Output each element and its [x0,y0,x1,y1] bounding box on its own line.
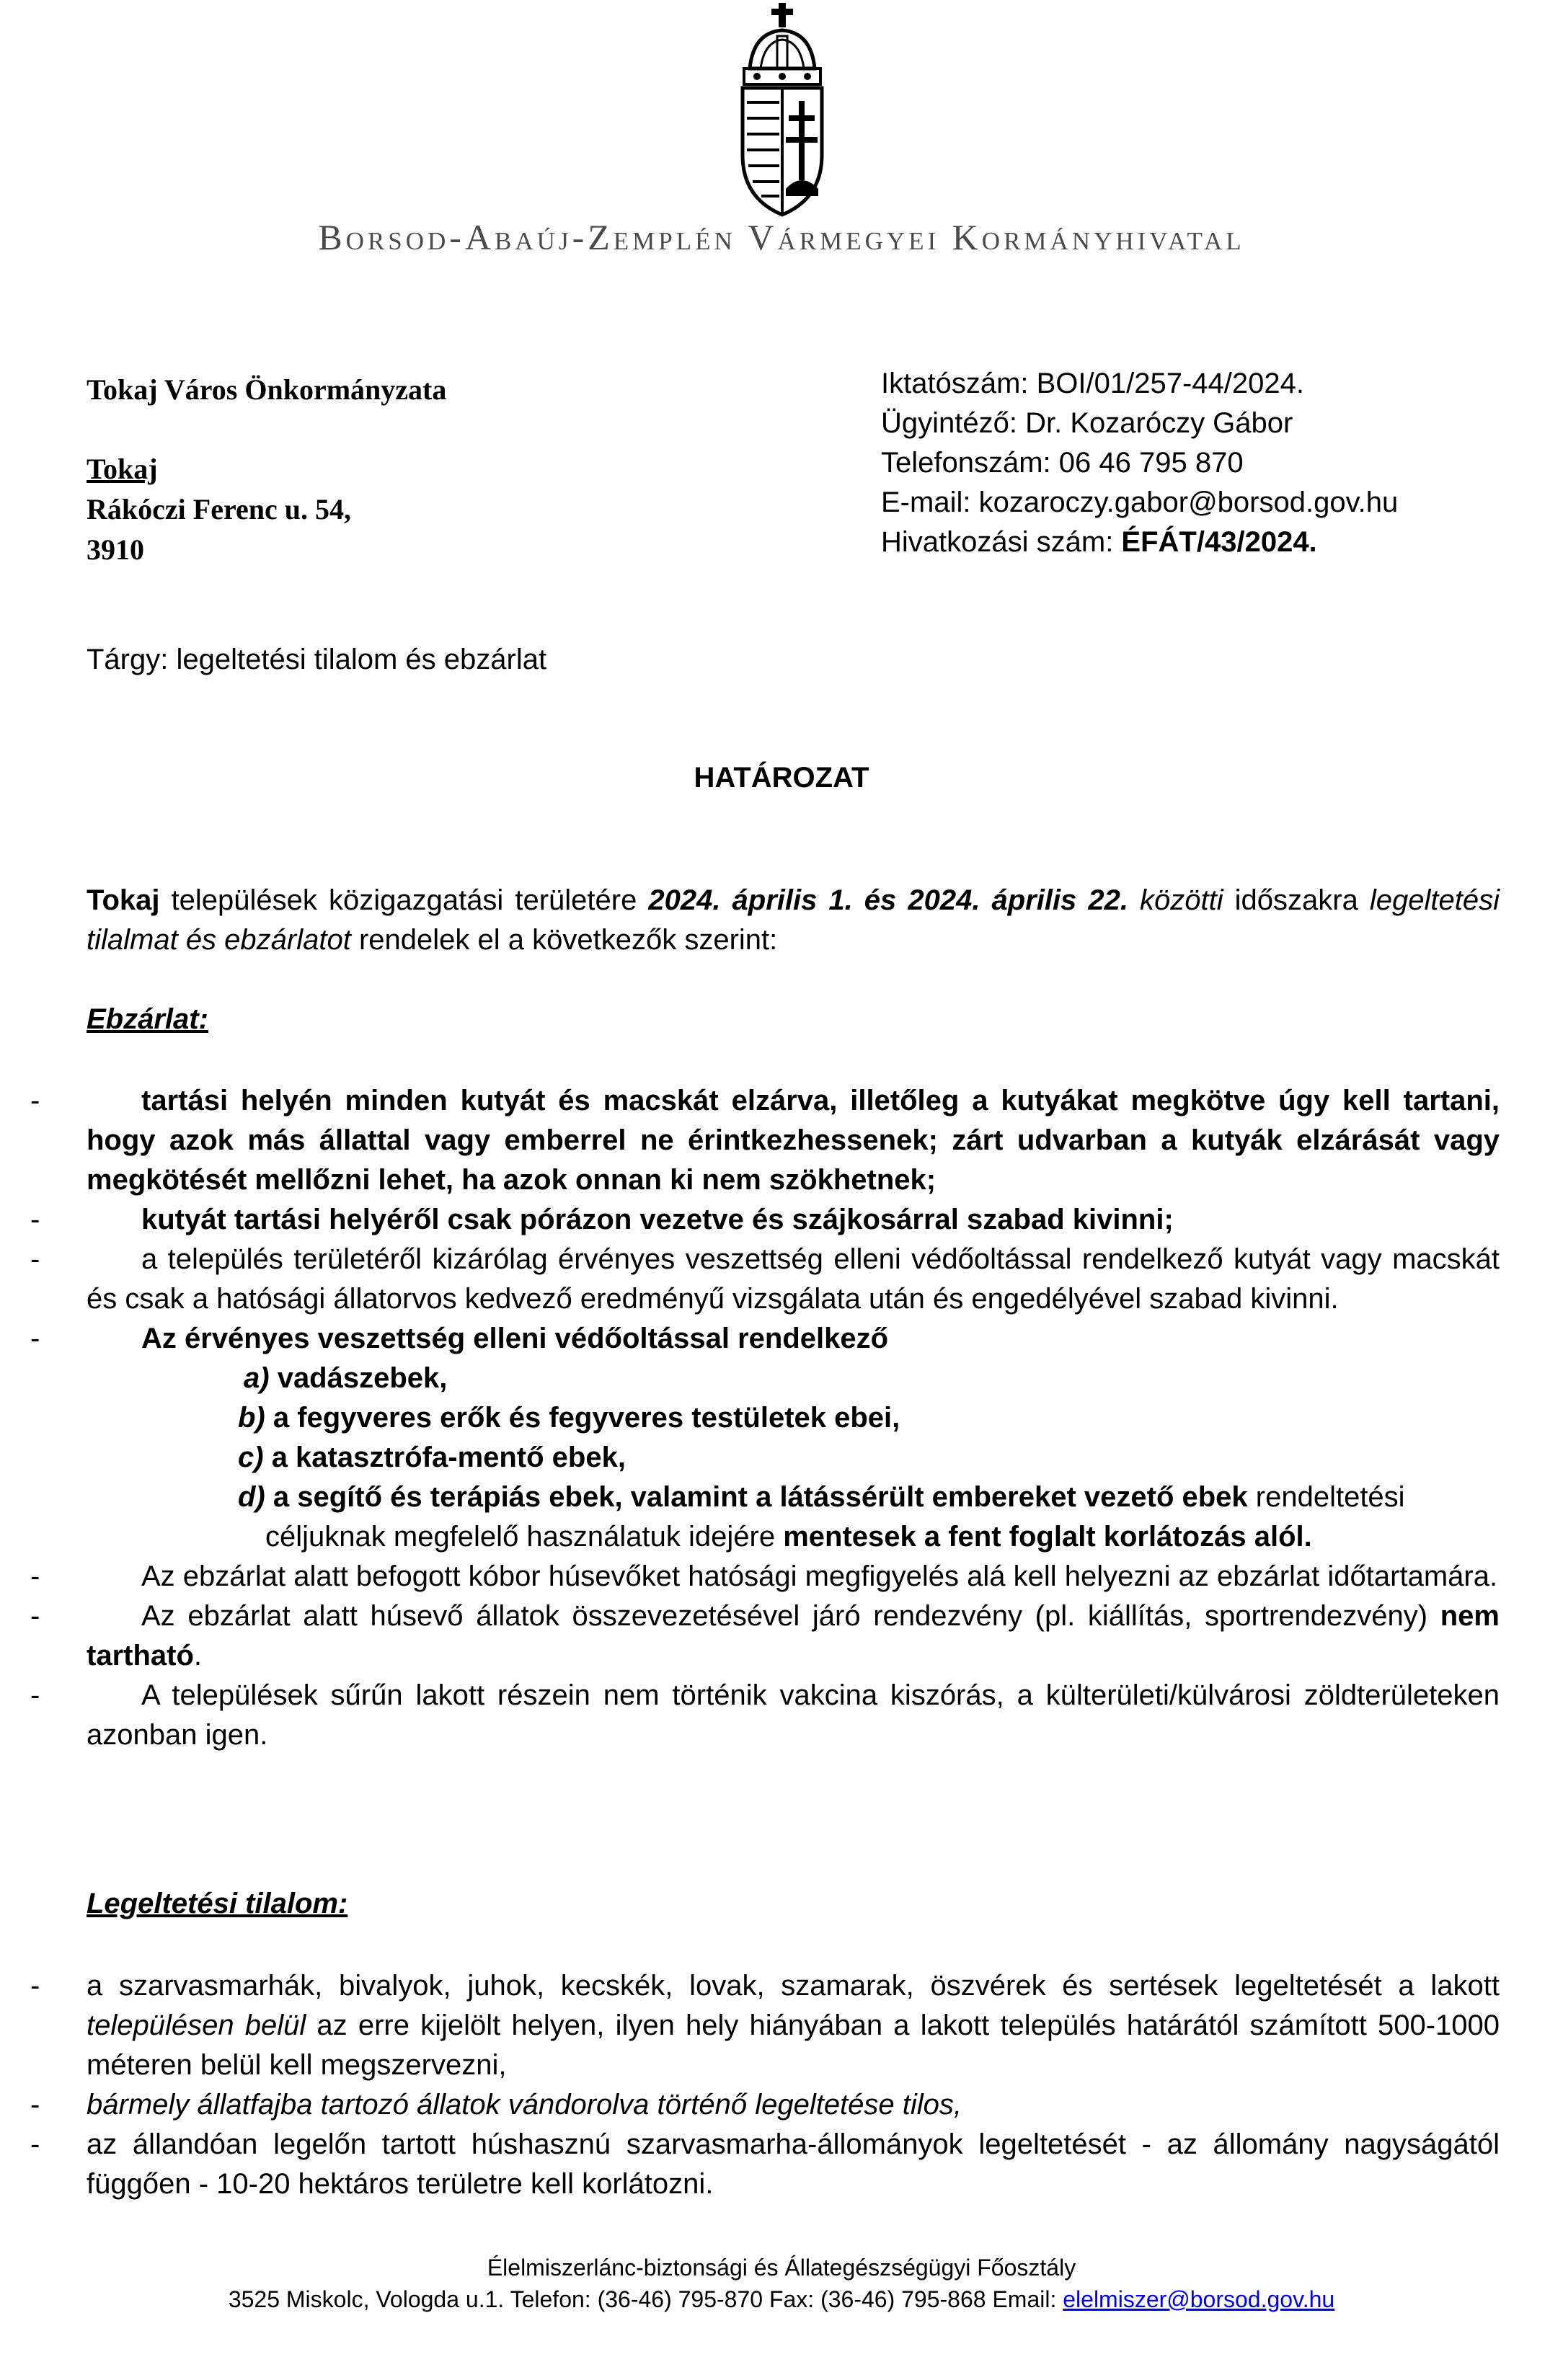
intro-paragraph: Tokaj települések közigazgatási területére 2024. április 1. és 2024. április 22. közötti időszakra legeltetési tilalmat és ebzárlatot rendelek el a következők szerint: [87,884,1500,956]
place-name: Tokaj [87,884,160,916]
list-item: - bármely állatfajba tartozó állatok vándorolva történő legeltetése tilos, [30,2089,962,2121]
ebzarlat-heading: Ebzárlat: [87,1003,208,1035]
list-item: - a település területéről kizárólag érvényes veszettség elleni védőoltással rendelkező kutyát vagy macskát és csak a hatósági állatorvos kedvező eredményű vizsgálata után és engedélyével szabad kivinni. [30,1243,1500,1315]
administrator: Ügyintéző: Dr. Kozaróczy Gábor [881,407,1293,439]
list-item: - kutyát tartási helyéről csak pórázon vezetve és szájkosárral szabad kivinni; [30,1204,1174,1235]
reference-number: Hivatkozási szám: ÉFÁT/43/2024. [881,526,1317,558]
footer-department: Élelmiszerlánc-biztonsági és Állategészségügyi Főosztály [487,2255,1076,2281]
list-item: - az állandóan legelőn tartott húshasznú szarvasmarha-állományok legeltetését - az állomány nagyságától függően - 10-20 hektáros területre kell korlátozni. [30,2128,1500,2200]
document-title: HATÁROZAT [694,762,869,794]
exempt-item-d: d) a segítő és terápiás ebek, valamint a látássérült embereket vezető ebek rendeltetési [238,1481,1405,1513]
list-item: - Az ebzárlat alatt húsevő állatok összevezetésével járó rendezvény (pl. kiállítás, sportrendezvény) nem tartható. [30,1600,1500,1671]
date-range: 2024. április 1. és 2024. április 22. [648,884,1128,916]
exempt-item-c: c) a katasztrófa-mentő ebek, [238,1442,626,1473]
footer [0,2252,1563,2315]
hungarian-coat-of-arms-icon [735,0,829,218]
exempt-item-d-continued: céljuknak megfelelő használatuk idejére mentesek a fent foglalt korlátozás alól. [265,1521,1312,1553]
email-address: E-mail: kozaroczy.gabor@borsod.gov.hu [881,487,1399,518]
reference-block [881,364,1398,562]
ban-phrase: legeltetési tilalmat és ebzárlatot [87,884,1500,956]
file-number: Iktatószám: BOI/01/257-44/2024. [881,368,1305,399]
list-item: - Az ebzárlat alatt befogott kóbor húsevőket hatósági megfigyelés alá kell helyezni az ebzárlat időtartamára. [30,1560,1498,1592]
recipient-name: Tokaj Város Önkormányzata [87,373,447,406]
list-item: - Az érvényes veszettség elleni védőoltással rendelkező [30,1323,889,1354]
grazing-ban-list [0,1966,1563,2204]
footer-email-link[interactable]: elelmiszer@borsod.gov.hu [1063,2286,1335,2312]
phone-number: Telefonszám: 06 46 795 870 [881,447,1244,479]
subject-line: Tárgy: legeltetési tilalom és ebzárlat [87,644,547,675]
agency-name: Borsod-Abaúj-Zemplén Vármegyei Kormányhivatal [318,217,1245,257]
list-item: - a szarvasmarhák, bivalyok, juhok, kecskék, lovak, szamarak, öszvérek és sertések legeltetését a lakott településen belül az erre kijelölt helyen, ilyen hely hiányában a lakott település határától számított 500-1000 méteren belül kell megszervezni, [30,1970,1500,2081]
grazing-ban-heading: Legeltetési tilalom: [87,1888,348,1919]
recipient-postcode: 3910 [87,533,144,566]
ebzarlat-list [0,1081,1563,1755]
exempt-item-a: a) vadászebek, [244,1362,448,1394]
footer-contact: 3525 Miskolc, Vologda u.1. Telefon: (36-46) 795-870 Fax: (36-46) 795-868 Email: elelmiszer@borsod.gov.hu [228,2286,1335,2312]
list-item: - tartási helyén minden kutyát és macskát elzárva, illetőleg a kutyákat megkötve úgy kell tartani, hogy azok más állattal vagy emberrel ne érintkezhessenek; zárt udvarban a kutyák elzárását vagy megkötését mellőzni lehet, ha azok onnan ki nem szökhetnek; [30,1085,1500,1196]
recipient-address [87,370,446,570]
exempt-item-b: b) a fegyveres erők és fegyveres testületek ebei, [238,1402,900,1434]
recipient-city: Tokaj [87,453,158,485]
reference-number-value: ÉFÁT/43/2024. [1121,526,1317,558]
list-item: - A települések sűrűn lakott részein nem történik vakcina kiszórás, a külterületi/külvárosi zöldterületeken azonban igen. [30,1679,1500,1751]
recipient-street: Rákóczi Ferenc u. 54, [87,493,351,525]
